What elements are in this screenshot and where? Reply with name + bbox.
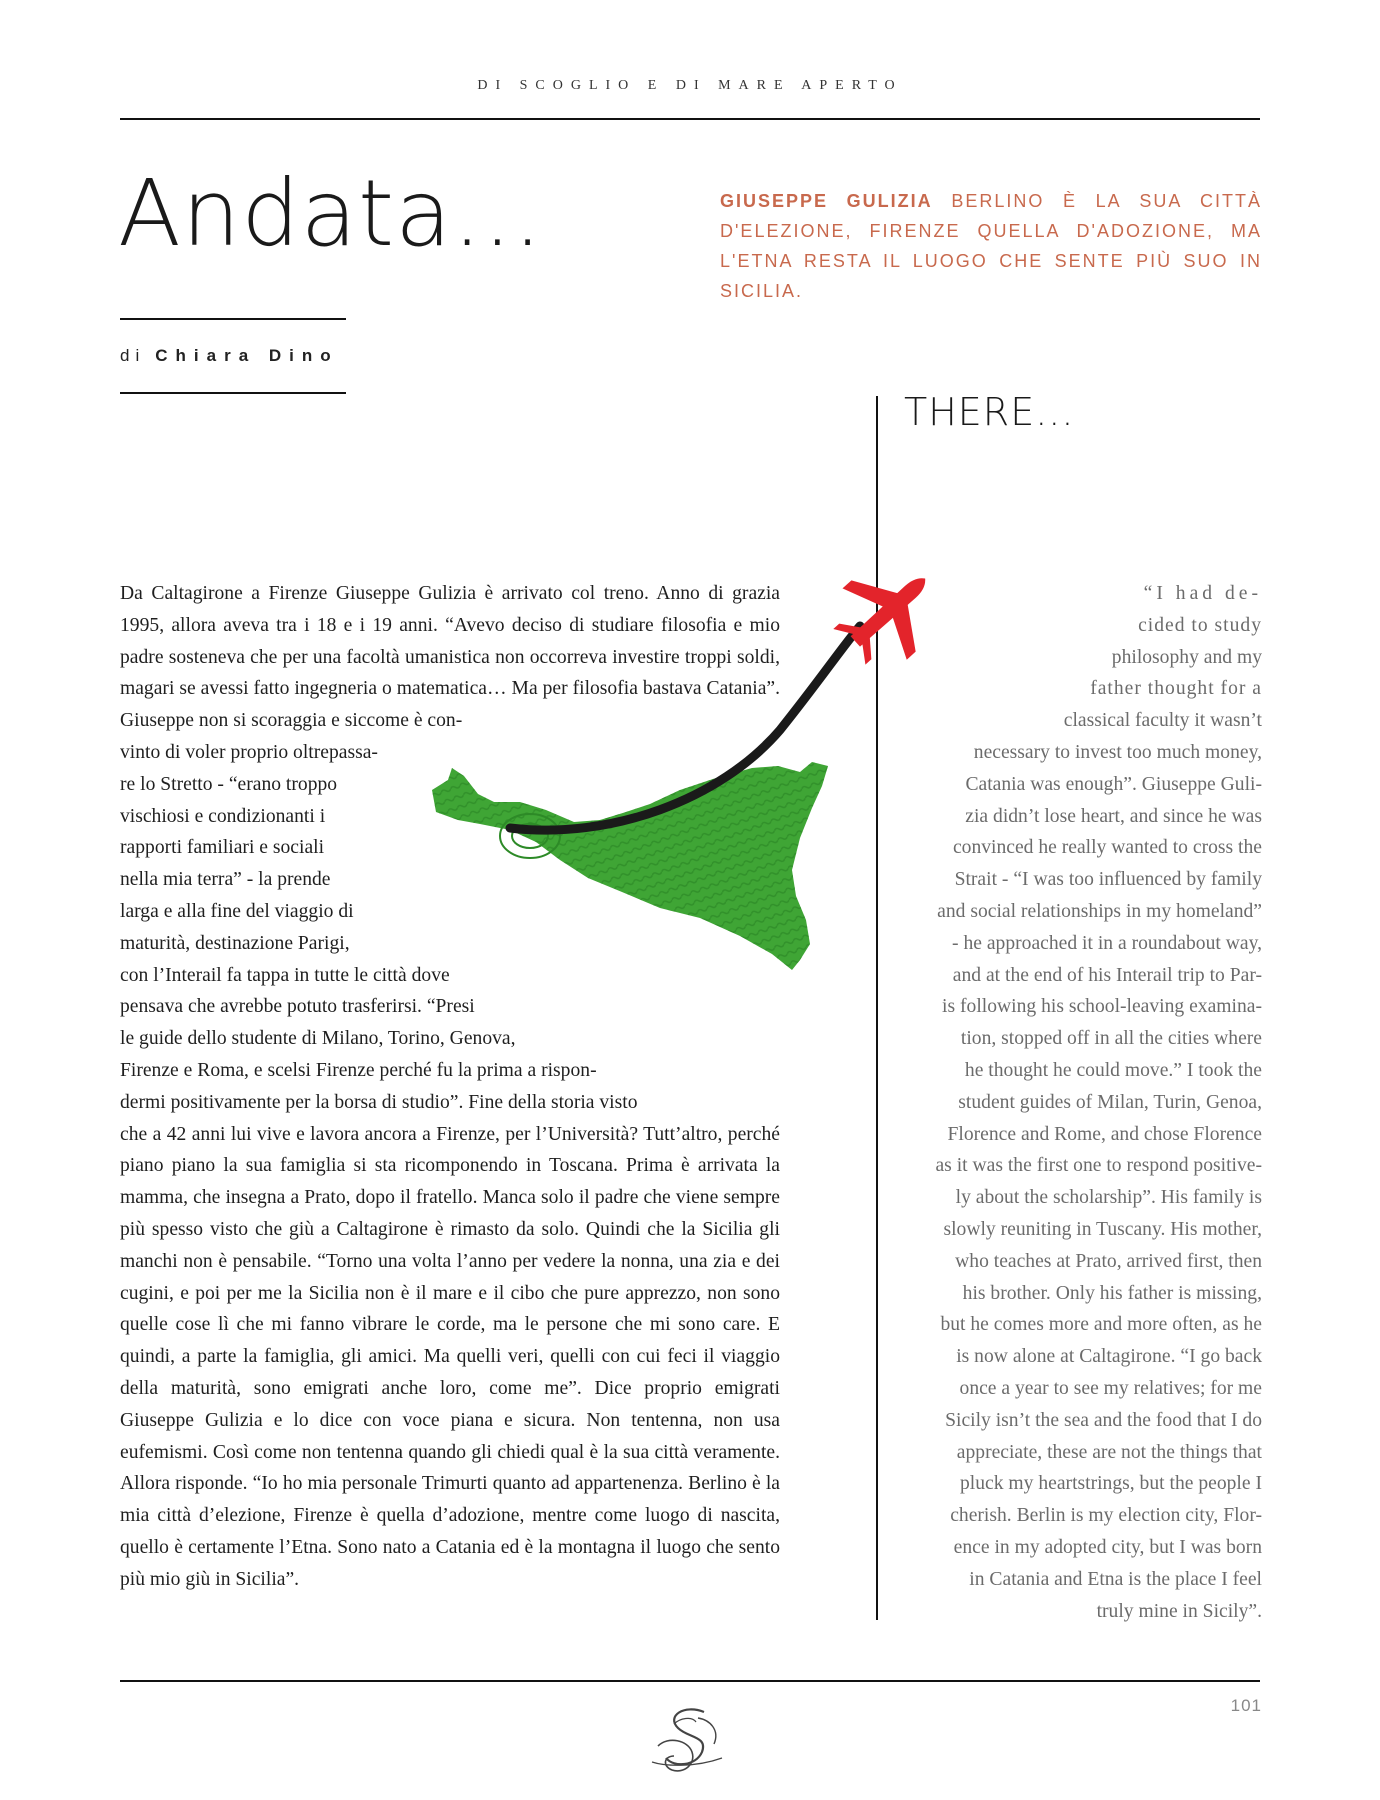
en-line: once a year to see my relatives; for me [959, 1377, 1262, 1399]
en-line: Florence and Rome, and chose Florence [947, 1123, 1262, 1145]
it-line-5: nella mia terra” - la prende [120, 869, 331, 891]
it-paragraph-0: Da Caltagirone a Firenze Giuseppe Gulizia è arrivato col treno. Anno di grazia 1995, allora aveva tra i 18 e i 19 anni. “Avevo deciso di studiare filosofia e mio padre sosteneva che per una facoltà umanistica non occorreva investire troppi soldi, magari se avessi fatto ingegneria o matematica… Ma per filosofia bastava Catania”. Giuseppe non si scoraggia e siccome è con- [120, 583, 780, 732]
it-line-2: re lo Stretto - “erano troppo [120, 773, 338, 795]
en-line: is following his school-leaving examina- [942, 996, 1262, 1018]
english-title: THERE... [904, 390, 1075, 434]
it-line-3: vischiosi e condizionanti i [120, 805, 326, 827]
top-rule [120, 118, 1260, 120]
it-paragraph-13: che a 42 anni lui vive e lavora ancora a Firenze, per l’Università? Tutt’altro, perché piano piano la sua famiglia si sta ricomponendo in Toscana. Prima è arrivata la mamma, che insegna a Prato, dopo il fratello. Manca solo il padre che viene sempre più spesso visto che giù a Caltagirone è rimasto da solo. Quindi che la Sicilia gli manchi non è pensabile. “Torno una volta l’anno per vedere la nonna, una zia e dei cugini, e poi per me la Sicilia non è il mare e il cibo che pure apprezzo, non sono quelle cose lì che mi fanno vibrare le corde, ma le persone che mi sono care. E quindi, a parte la famiglia, gli amici. Ma quelli veri, quelli con cui feci il viaggio della maturità, sono emigrati anche loro, come me”. Dice proprio emigrati Giuseppe Gulizia e lo dice con voce piana e sicura. Non tentenna, non usa eufemismi. Così come non tentenna quando gli chiedi qual è la sua città veramente. Allora risponde. “Io ho mia personale Trimurti quanto ad appartenenza. Berlino è la mia città d’elezione, Firenze è quella d’adozione, mentre come luogo di nascita, quello è certamente l’Etna. Sono nato a Catania ed è la montagna il luogo che sento più mio giù in Sicilia”. [120, 1123, 780, 1590]
en-line: cided to study [1138, 614, 1262, 636]
en-line: tion, stopped off in all the cities where [960, 1028, 1262, 1050]
en-line: and social relationships in my homeland” [937, 900, 1262, 922]
page-number: 101 [1230, 1696, 1262, 1715]
it-line-9: pensava che avrebbe potuto trasferirsi. “Presi [120, 996, 475, 1018]
en-line: “I had de- [1143, 583, 1262, 604]
en-line: truly mine in Sicily”. [1096, 1600, 1262, 1622]
byline [120, 346, 339, 366]
article-title: Andata... [118, 160, 544, 267]
en-line: father thought for a [1090, 678, 1262, 700]
article-subtitle [720, 186, 1262, 306]
it-line-11: Firenze e Roma, e scelsi Firenze perché fu la prima a rispon- [120, 1059, 597, 1081]
en-line: necessary to invest too much money, [973, 741, 1262, 763]
en-line: in Catania and Etna is the place I feel [969, 1568, 1262, 1590]
it-line-7: maturità, destinazione Parigi, [120, 932, 350, 954]
en-line: his brother. Only his father is missing, [962, 1282, 1262, 1304]
it-line-8: con l’Interail fa tappa in tutte le città dove [120, 964, 450, 986]
en-line: appreciate, these are not the things that [956, 1441, 1262, 1463]
subtitle-name: GIUSEPPE GULIZIA [720, 191, 933, 211]
byline-rule-top [120, 318, 346, 320]
en-line: as it was the first one to respond positive- [935, 1155, 1262, 1177]
en-line: slowly reuniting in Tuscany. His mother, [943, 1218, 1262, 1240]
en-line: philosophy and my [1111, 646, 1262, 668]
it-line-4: rapporti familiari e sociali [120, 837, 325, 859]
it-line-6: larga e alla fine del viaggio di [120, 900, 354, 922]
byline-rule-bottom [120, 392, 346, 394]
italian-text-column [120, 578, 780, 1596]
bottom-rule [120, 1680, 1260, 1682]
en-line: zia didn’t lose heart, and since he was [965, 805, 1262, 827]
monogram-logo-icon [644, 1700, 734, 1780]
it-line-1: vinto di voler proprio oltrepassa- [120, 741, 378, 763]
en-line: who teaches at Prato, arrived first, then [955, 1250, 1262, 1272]
en-line: he thought he could move.” I took the [964, 1059, 1262, 1081]
en-line: is now alone at Caltagirone. “I go back [956, 1346, 1262, 1368]
english-text-column [900, 578, 1262, 1627]
en-line: cherish. Berlin is my election city, Flor- [950, 1505, 1262, 1527]
en-line: ence in my adopted city, but I was born [953, 1536, 1262, 1558]
en-line: pluck my heartstrings, but the people I [959, 1473, 1262, 1495]
byline-prefix: di [120, 346, 146, 365]
running-head: DI SCOGLIO E DI MARE APERTO [477, 78, 903, 93]
en-line: - he approached it in a roundabout way, [952, 932, 1262, 954]
subtitle-text: BERLINO È LA SUA CITTÀ D'ELEZIONE, FIRENZE QUELLA D'ADOZIONE, MA L'ETNA RESTA IL LUOGO CHE SENTE PIÙ SUO IN SICILIA. [720, 191, 1262, 301]
en-line: Catania was enough”. Giuseppe Guli- [965, 773, 1262, 795]
en-line: Sicily isn’t the sea and the food that I do [945, 1409, 1262, 1431]
it-line-10: le guide dello studente di Milano, Torino, Genova, [120, 1028, 516, 1050]
it-line-12: dermi positivamente per la borsa di studio”. Fine della storia visto [120, 1091, 638, 1113]
en-line: and at the end of his Interail trip to Par- [952, 964, 1262, 986]
en-line: classical faculty it wasn’t [1063, 710, 1262, 732]
en-line: but he comes more and more often, as he [940, 1314, 1262, 1336]
en-line: student guides of Milan, Turin, Genoa, [958, 1091, 1262, 1113]
en-line: ly about the scholarship”. His family is [955, 1187, 1262, 1209]
byline-author: Chiara Dino [155, 346, 339, 365]
en-line: Strait - “I was too influenced by family [954, 869, 1262, 891]
en-line: convinced he really wanted to cross the [952, 837, 1262, 859]
